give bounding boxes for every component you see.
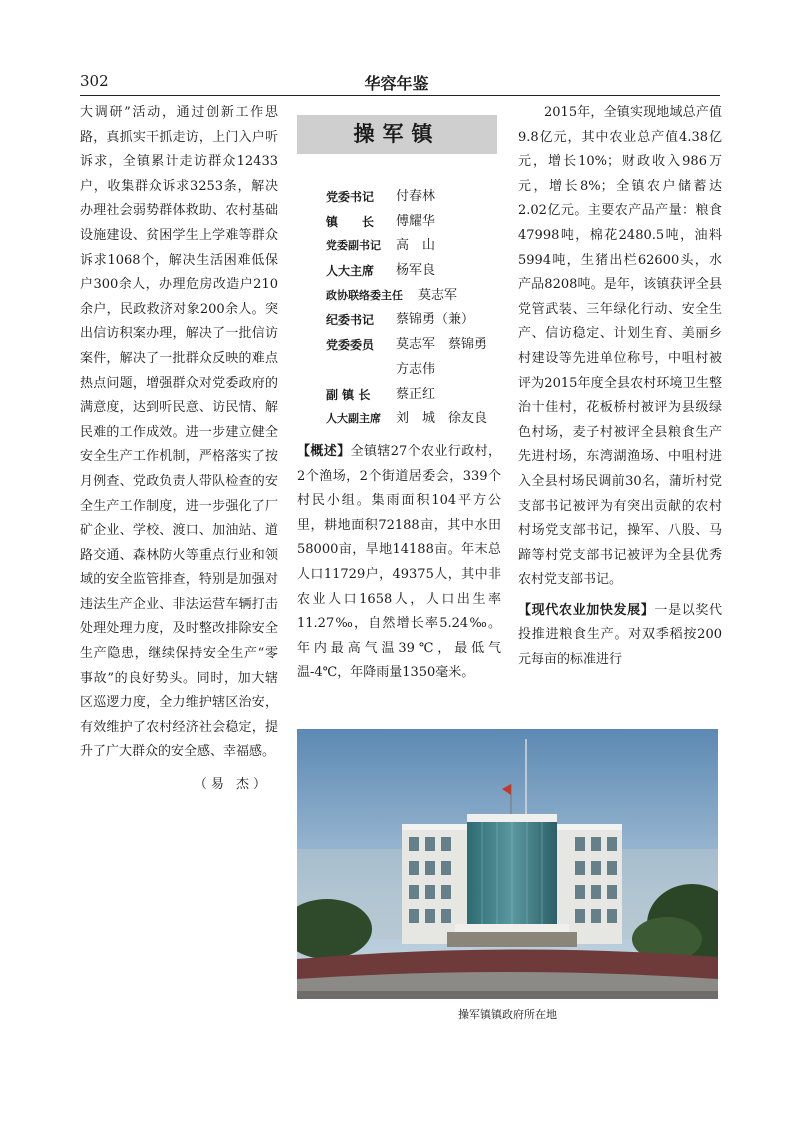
government-building-photo [297, 729, 718, 999]
roster-row [326, 358, 516, 383]
overview-text: 全镇辖27个农业行政村，2个渔场，2个街道居委会，339个村民小组。集雨面积104平方公里，耕地面积72188亩，其中水田58000亩，旱地14188亩。年末总人口11729户，49375人，其中非农业人口1658人，人口出生率11.27‰，自然增长率5.24‰。年内最高气温39℃，最低气温-4℃，年降雨量1350毫米。 [297, 444, 501, 681]
roster-row [326, 210, 516, 235]
roster-row [326, 259, 516, 284]
roster-name: 蔡正红 [396, 386, 436, 402]
roster-title: 镇 长 [326, 214, 375, 229]
roster-row [326, 333, 516, 358]
roster-name: 莫志军 [418, 287, 458, 303]
running-title: 华容年鉴 [364, 74, 429, 93]
left-column [80, 101, 278, 798]
roster-row [326, 308, 516, 333]
right-column [518, 101, 722, 673]
roster-row [326, 284, 516, 309]
roster-title: 党委委员 [326, 338, 375, 353]
roster-name: 杨军良 [396, 263, 436, 279]
roster-row [326, 234, 516, 259]
roster-row [326, 185, 516, 210]
page-number: 302 [80, 72, 109, 90]
roster-name: 付春林 [396, 189, 436, 204]
officials-roster [326, 185, 516, 432]
building-photo-image [297, 729, 718, 999]
roster-row [326, 383, 516, 408]
header-rule [80, 95, 720, 96]
roster-title: 人大主席 [326, 264, 375, 279]
roster-name: 蔡锦勇（兼） [396, 312, 475, 328]
author-signature: （易 杰） [193, 777, 270, 793]
roster-name: 傅耀华 [396, 213, 436, 229]
roster-title: 政协联络委主任 [326, 288, 403, 302]
photo-caption: 操军镇镇政府所在地 [458, 1008, 557, 1021]
agriculture-label: 【现代农业加快发展】 [518, 602, 655, 618]
agriculture-section [518, 599, 722, 673]
right-column-paragraph: 2015年，全镇实现地域总产值9.8亿元，其中农业总产值4.38亿元，增长10%；财政收入986万元，增长8%；全镇农户储蓄达2.02亿元。主要农产品产量：粮食47998吨，棉花2480.5吨，油料5994吨，生猪出栏62600头，水产品8208吨。是年，该镇获评全县党管武装、三年绿化行动、安全生产、信访稳定、计划生育、美丽乡村建设等先进单位称号，中咀村被评为2015年度全县农村环境卫生整治十佳村，花板桥村被评为县级绿色村场，麦子村被评全县粮食生产先进村场，东湾湖渔场、中咀村进入全县村场民调前30名，蒲圻村党支部书记被评为有突出贡献的农村村场党支部书记，操军、八股、马蹄等村党支部书记被评为全县优秀农村党支部书记。 [518, 105, 722, 588]
roster-name: 刘 城 徐友良 [396, 411, 488, 427]
roster-name: 莫志军 蔡锦勇 [396, 337, 488, 353]
roster-title: 副 镇 长 [326, 387, 371, 402]
roster-name: 高 山 [396, 238, 436, 254]
roster-title: 党委副书记 [326, 239, 381, 253]
overview-label: 【概述】 [297, 444, 351, 459]
roster-title: 纪委书记 [326, 313, 375, 328]
roster-row [326, 407, 516, 432]
left-column-paragraph: 大调研”活动，通过创新工作思路，真抓实干抓走访，上门入户听诉求，全镇累计走访群众12433户，收集群众诉求3253条，解决办理社会弱势群体救助、农村基础设施建设、贫困学生上学难等群众诉求1068个，解决生活困难低保户300余人，办理危房改造户210余户，民政救济对象200余人。突出信访积案办理，解决了一批信访案件，解决了一批群众反映的难点热点问题，增强群众对党委政府的满意度，达到听民意、访民情、解民难的工作成效。进一步建立健全安全生产工作机制，严格落实了按月例查、党政负责人带队检查的安全生产工作制度，进一步强化了厂矿企业、学校、渡口、加油站、道路交通、森林防火等重点行业和领域的安全监管排查，特别是加强对违法生产企业、非法运营车辆打击处理处理力度，及时整改排除安全生产隐患，继续保持安全生产“零事故”的良好势头。同时，加大辖区巡逻力度，全力维护辖区治安，有效维护了农村经济社会稳定，提升了广大群众的安全感、幸福感。 [80, 105, 278, 760]
roster-title: 人大副主席 [326, 412, 381, 426]
town-title-box: 操军镇 [297, 115, 497, 154]
overview-section [297, 440, 501, 686]
roster-name: 方志伟 [396, 361, 436, 377]
roster-title: 党委书记 [326, 190, 375, 204]
agriculture-text: 一是以奖代投推进粮食生产。对双季稻按200元每亩的标准进行 [518, 602, 722, 668]
